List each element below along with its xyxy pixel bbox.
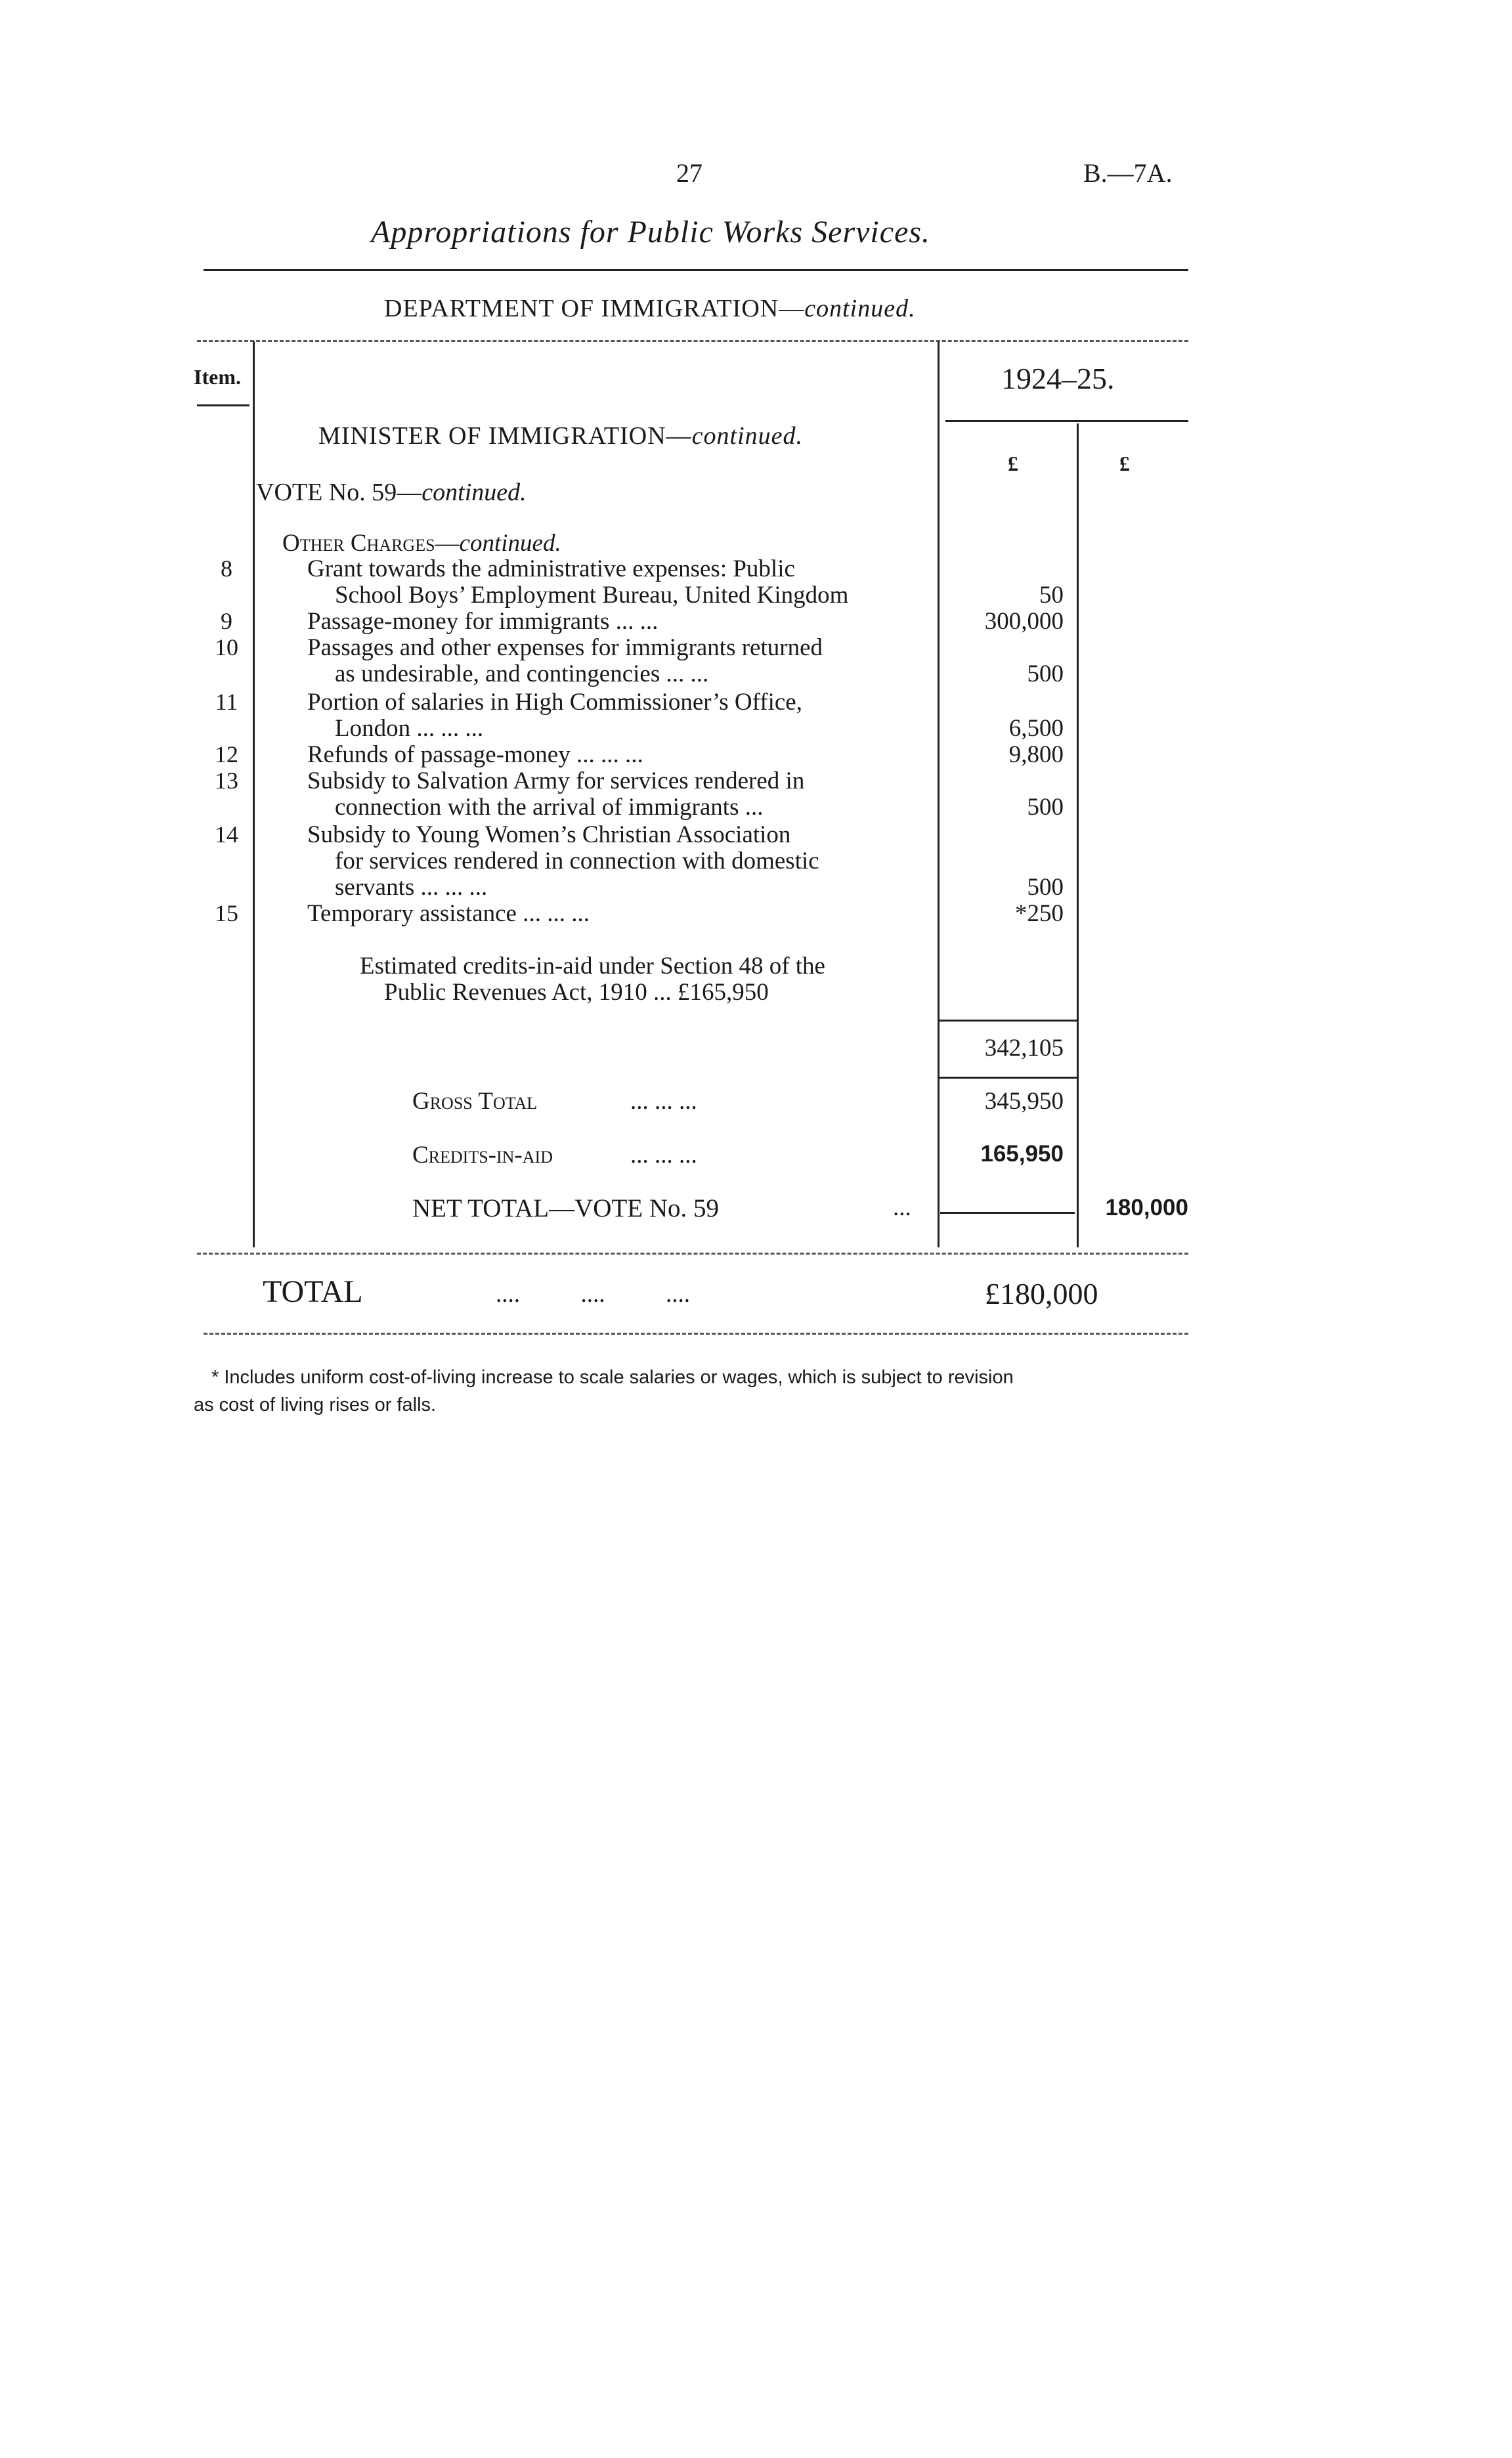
- vote-heading: VOTE No. 59—continued.: [256, 479, 527, 506]
- table-bottom-rule: [197, 1253, 1188, 1255]
- item-number: 9: [221, 608, 232, 634]
- item-number: 14: [215, 821, 238, 848]
- title-rule: [204, 269, 1188, 271]
- item-amount: *250: [1015, 900, 1064, 927]
- total-value: £180,000: [985, 1277, 1098, 1310]
- item-amount: 500: [1027, 660, 1064, 687]
- item-amount: 9,800: [1008, 741, 1064, 768]
- total-dots: .... .... ....: [496, 1281, 690, 1308]
- item-description: for services rendered in connection with domestic: [335, 848, 819, 874]
- item-number: 15: [215, 900, 238, 926]
- item-description: Passages and other expenses for immigrants returned: [307, 634, 823, 661]
- item-description: Refunds of passage-money ... ... ...: [307, 741, 643, 768]
- gross-total-dots: ... ... ...: [630, 1088, 697, 1115]
- item-amount: 50: [1039, 582, 1064, 609]
- subtotal-rule: [939, 1020, 1077, 1022]
- subtotal-value: 342,105: [984, 1035, 1064, 1062]
- item-description: London ... ... ...: [335, 715, 484, 742]
- item-amount: 300,000: [984, 608, 1064, 635]
- section-heading: Other Charges—continued.: [282, 530, 561, 557]
- net-total-label: NET TOTAL—VOTE No. 59: [412, 1194, 720, 1222]
- year-header: 1924–25.: [1001, 362, 1115, 395]
- item-description: Subsidy to Young Women’s Christian Association: [307, 821, 791, 848]
- gross-total-rule: [939, 1077, 1077, 1079]
- item-amount: 500: [1027, 794, 1064, 821]
- net-total-dash: [940, 1212, 1075, 1214]
- item-description: Portion of salaries in High Commissioner’s Office,: [307, 689, 802, 716]
- footnote: as cost of living rises or falls.: [194, 1394, 437, 1415]
- credits-in-aid-dots: ... ... ...: [630, 1142, 697, 1169]
- item-description: School Boys’ Employment Bureau, United Kingdom: [335, 582, 849, 609]
- item-number: 12: [215, 741, 238, 767]
- item-number: 8: [221, 555, 232, 582]
- total-bottom-rule: [204, 1333, 1188, 1335]
- table-top-rule: [197, 340, 1188, 342]
- page-number: 27: [676, 158, 702, 188]
- currency-symbol-2: £: [1119, 452, 1130, 475]
- credits-note: Estimated credits-in-aid under Section 48 of the: [360, 953, 825, 980]
- net-total-dots: ...: [893, 1194, 911, 1221]
- credits-in-aid-value: 165,950: [980, 1141, 1064, 1167]
- credits-in-aid-label: Credits-in-aid: [412, 1142, 553, 1169]
- gross-total-label: Gross Total: [412, 1088, 538, 1115]
- item-amount: 6,500: [1008, 715, 1064, 742]
- item-number: 11: [215, 689, 238, 715]
- item-description: connection with the arrival of immigrants ...: [335, 794, 764, 821]
- year-header-rule: [945, 420, 1188, 422]
- item-description: Subsidy to Salvation Army for services rendered in: [307, 767, 805, 794]
- item-number: 10: [215, 634, 238, 660]
- item-description: servants ... ... ...: [335, 874, 488, 901]
- net-total-value: 180,000: [1105, 1195, 1188, 1220]
- item-header-rule: [197, 404, 249, 406]
- page-title: Appropriations for Public Works Services.: [371, 215, 931, 249]
- item-amount: 500: [1027, 874, 1064, 901]
- item-description: Passage-money for immigrants ... ...: [307, 608, 659, 635]
- document-reference: B.—7A.: [1083, 158, 1173, 188]
- total-label: TOTAL: [263, 1274, 363, 1309]
- item-description: Temporary assistance ... ... ...: [307, 900, 590, 927]
- amount-column-divider: [938, 341, 940, 1247]
- item-number: 13: [215, 767, 238, 794]
- currency-symbol-1: £: [1008, 452, 1018, 475]
- item-column-header: Item.: [194, 365, 241, 389]
- item-description: Grant towards the administrative expenses: Public: [307, 555, 795, 582]
- credits-note: Public Revenues Act, 1910 ... £165,950: [384, 979, 769, 1006]
- item-description: as undesirable, and contingencies ... ...: [335, 660, 709, 687]
- item-column-divider: [253, 341, 255, 1247]
- minister-heading: MINISTER OF IMMIGRATION—continued.: [318, 422, 804, 450]
- footnote: * Includes uniform cost-of-living increase to scale salaries or wages, which is subject to revision: [211, 1367, 1014, 1388]
- subcolumn-divider: [1077, 423, 1079, 1247]
- department-heading: DEPARTMENT OF IMMIGRATION—continued.: [384, 295, 916, 322]
- gross-total-value: 345,950: [984, 1088, 1064, 1115]
